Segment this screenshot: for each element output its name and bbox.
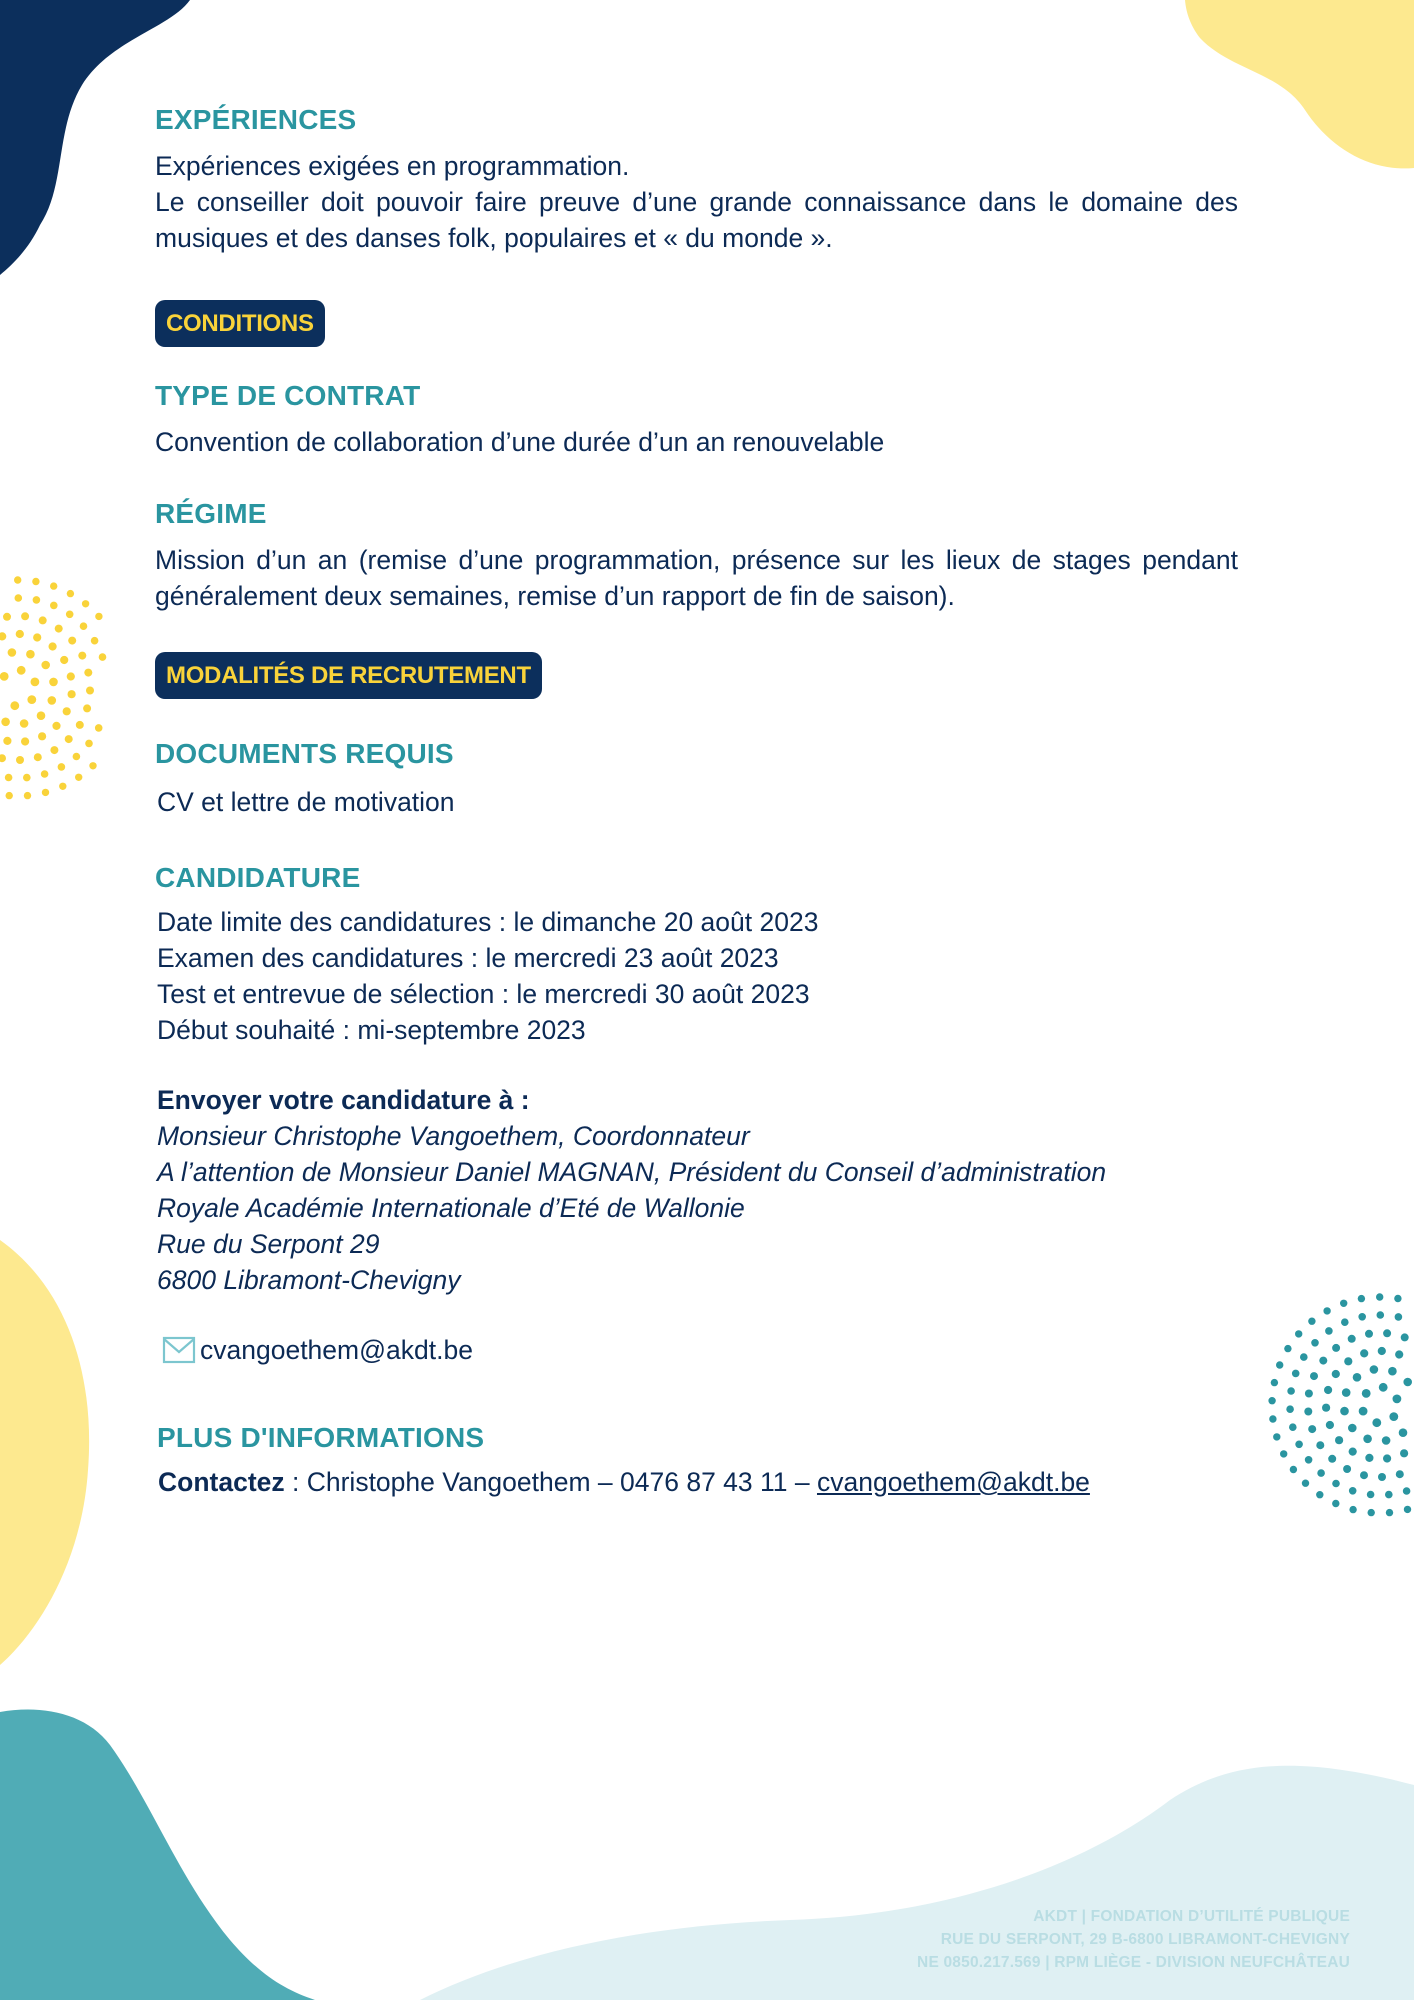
decorative-dot [23,774,31,782]
decorative-dot [63,707,71,715]
more-info-section [155,1422,1238,1500]
decorative-dot [68,690,76,698]
decorative-dot [26,650,35,659]
decorative-dot [1308,1425,1316,1433]
dates-list [155,904,1238,1048]
decorative-dot [21,737,29,745]
decorative-dot [1332,1370,1340,1378]
decorative-dot [1271,1379,1278,1386]
decorative-dot [1316,1441,1324,1449]
decorative-dot [1319,1357,1327,1365]
decorative-dot [1362,1389,1371,1398]
yellow-dot-cluster [0,576,106,799]
contract-heading: TYPE DE CONTRAT [155,380,421,411]
decorative-dot [86,687,94,695]
decorative-dot [3,613,11,621]
decorative-dot [1394,1295,1401,1302]
footer-line: AKDT | FONDATION D’UTILITÉ PUBLIQUE [1033,1908,1350,1925]
decorative-dot [48,696,57,705]
decorative-dot [1401,1333,1409,1341]
contract-text: Convention de collaboration d’une durée d’un an renouvelable [155,427,885,457]
decorative-dot [85,740,93,748]
decorative-dot [1377,1311,1385,1319]
decorative-dot [32,578,39,585]
decorative-dot [67,590,74,597]
candidature-heading: CANDIDATURE [155,862,361,893]
decorative-dot [66,611,74,619]
date-line: Début souhaité : mi-septembre 2023 [157,1015,586,1045]
decorative-dot [1317,1469,1325,1477]
contact-line [155,1464,1238,1500]
decorative-dot [1323,1307,1330,1314]
decorative-dot [1295,1441,1303,1449]
decorative-dot [41,661,50,670]
decorative-dot [1322,1404,1330,1412]
decorative-dot [58,763,66,771]
decorative-dot [27,695,36,704]
more-info-heading: PLUS D'INFORMATIONS [157,1422,485,1453]
decorative-dot [1311,1339,1319,1347]
decorative-dot [33,633,41,641]
decorative-dot [17,666,26,675]
decorative-dot [1276,1361,1283,1368]
decorative-dot [99,653,107,661]
decorative-dot [1365,1330,1373,1338]
decorative-dot [1325,1327,1333,1335]
decorative-dot [20,719,29,728]
teal-blob-bottom-left [0,1710,315,2000]
date-line: Date limite des candidatures : le dimanche 20 août 2023 [157,907,819,937]
decorative-dot [1399,1428,1408,1437]
decorative-dot [1358,1295,1365,1302]
recruitment-pill: MODALITÉS DE RECRUTEMENT [155,652,542,699]
decorative-dot [16,756,24,764]
decorative-dot [1268,1397,1275,1404]
address-line: Royale Académie Internationale d’Eté de Wallonie [157,1193,745,1223]
envelope-icon [162,1335,196,1365]
decorative-dot [1348,1335,1356,1343]
decorative-dot [5,774,13,782]
yellow-blob-left [0,1240,89,1665]
documents-heading: DOCUMENTS REQUIS [155,738,454,769]
decorative-dot [1349,1506,1356,1513]
decorative-dot [1273,1433,1280,1440]
address-line: Monsieur Christophe Vangoethem, Coordonnateur [157,1121,750,1151]
decorative-dot [1360,1349,1368,1357]
decorative-dot [75,774,82,781]
decorative-dot [1284,1345,1291,1352]
address-line: A l’attention de Monsieur Daniel MAGNAN, Président du Conseil d’administration [157,1157,1107,1187]
decorative-dot [1363,1435,1372,1444]
decorative-dot [49,642,57,650]
decorative-dot [1340,1407,1349,1416]
decorative-dot [1286,1405,1294,1413]
decorative-dot [60,656,68,664]
experiences-section [155,104,1238,256]
decorative-dot [1370,1365,1379,1374]
conditions-section [155,300,1238,347]
experiences-paragraph: Le conseiller doit pouvoir faire preuve d’une grande connaissance dans le domaine des musiques et des danses folk, populaires et « du monde ». [155,187,1238,253]
decorative-dot [1348,1424,1357,1433]
decorative-dot [1324,1386,1332,1394]
decorative-dot [1386,1509,1393,1516]
regime-heading: RÉGIME [155,498,267,529]
regime-section [155,498,1238,614]
decorative-dot [82,600,89,607]
decorative-dot [95,613,102,620]
contact-email-link[interactable]: cvangoethem@akdt.be [816,1467,1090,1497]
decorative-dot [1400,1449,1408,1457]
decorative-dot [68,637,76,645]
decorative-dot [80,622,88,630]
decorative-dot [24,792,31,799]
decorative-dot [1316,1491,1323,1498]
email-row [155,1332,1245,1368]
decorative-dot [1332,1344,1340,1352]
contract-section [155,380,1238,460]
decorative-dot [1332,1500,1339,1507]
decorative-dot [1360,1471,1368,1479]
decorative-dot [1404,1506,1411,1513]
decorative-dot [1368,1509,1375,1516]
decorative-dot [50,582,57,589]
decorative-dot [89,762,96,769]
decorative-dot [49,678,58,687]
decorative-dot [1353,1373,1362,1382]
decorative-dot [1304,1408,1312,1416]
decorative-dot [50,746,58,754]
decorative-dot [1349,1487,1357,1495]
decorative-dot [21,612,29,620]
decorative-dot [1358,1313,1366,1321]
decorative-dot [31,678,40,687]
decorative-dot [1328,1455,1336,1463]
decorative-dot [1378,1473,1386,1481]
decorative-dot [1335,1436,1343,1444]
address-line: 6800 Libramont-Chevigny [157,1265,461,1295]
decorative-dot [1310,1372,1318,1380]
decorative-dot [1292,1370,1300,1378]
decorative-dot [78,652,86,660]
documents-text: CV et lettre de motivation [157,787,455,817]
decorative-dot [1365,1454,1373,1462]
regime-text: Mission d’un an (remise d’une programmation, présence sur les lieux de stages pendant généralement deux semaines, remise d’un rapport de fin de saison). [155,545,1238,611]
conditions-pill: CONDITIONS [155,300,325,347]
decorative-dot [76,721,84,729]
decorative-dot [1341,1318,1349,1326]
decorative-dot [1295,1330,1302,1337]
decorative-dot [1389,1412,1398,1421]
decorative-dot [6,792,13,799]
decorative-dot [1395,1350,1403,1358]
candidature-section [155,862,1238,1048]
decorative-dot [91,637,99,645]
decorative-dot [1,718,10,727]
decorative-dot [0,632,6,640]
decorative-dot [50,602,58,610]
decorative-dot [1385,1491,1393,1499]
decorative-dot [10,701,19,710]
send-section [155,1082,1240,1298]
decorative-dot [1269,1415,1276,1422]
decorative-dot [1302,1480,1309,1487]
decorative-dot [1305,1456,1313,1464]
decorative-dot [33,596,41,604]
decorative-dot [39,616,47,624]
decorative-dot [1372,1418,1381,1427]
decorative-dot [1379,1383,1388,1392]
decorative-dot [1388,1367,1397,1376]
decorative-dot [1396,1470,1404,1478]
decorative-dot [1308,1318,1315,1325]
decorative-dot [1300,1353,1308,1361]
decorative-dot [73,753,81,761]
decorative-dot [0,754,6,762]
decorative-dot [1342,1388,1351,1397]
decorative-dot [52,722,60,730]
decorative-dot [1383,1329,1391,1337]
footer-line: RUE DU SERPONT, 29 B-6800 LIBRAMONT-CHEVIGNY [940,1931,1350,1948]
decorative-dot [1340,1300,1347,1307]
decorative-dot [95,724,103,732]
decorative-dot [1382,1436,1391,1445]
experiences-heading: EXPÉRIENCES [155,104,357,135]
decorative-dot [55,625,63,633]
decorative-dot [8,648,17,657]
decorative-dot [1359,1407,1368,1416]
decorative-dot [83,704,91,712]
teal-dot-cluster [1268,1293,1412,1516]
decorative-dot [1395,1313,1403,1321]
decorative-dot [1287,1387,1295,1395]
decorative-dot [1280,1450,1287,1457]
decorative-dot [3,737,11,745]
decorative-dot [41,770,49,778]
date-line: Examen des candidatures : le mercredi 23 août 2023 [157,943,779,973]
decorative-dot [16,630,24,638]
decorative-dot [1344,1357,1352,1365]
footer [917,1905,1350,1974]
address-line: Rue du Serpont 29 [157,1229,380,1259]
send-heading: Envoyer votre candidature à : [157,1085,530,1115]
decorative-dot [1383,1454,1391,1462]
decorative-dot [1349,1448,1357,1456]
decorative-dot [1393,1395,1402,1404]
decorative-dot [37,711,46,720]
decorative-dot [59,783,66,790]
decorative-dot [42,789,49,796]
experiences-line: Expériences exigées en programmation. [155,151,630,181]
email-text[interactable]: cvangoethem@akdt.be [200,1335,473,1365]
decorative-dot [1290,1466,1297,1473]
decorative-dot [0,672,9,681]
decorative-dot [1343,1465,1351,1473]
decorative-dot [84,669,92,677]
footer-line: NE 0850.217.569 | RPM LIÈGE - DIVISION NEUFCHÂTEAU [917,1954,1350,1971]
decorative-dot [1305,1390,1313,1398]
documents-section [155,738,1238,820]
decorative-dot [65,735,73,743]
decorative-dot [67,672,75,680]
recruitment-section [155,652,1238,699]
date-line: Test et entrevue de sélection : le mercredi 30 août 2023 [157,979,810,1009]
decorative-dot [34,753,42,761]
decorative-dot [14,594,22,602]
decorative-dot [1367,1491,1375,1499]
decorative-dot [1332,1480,1340,1488]
decorative-dot [1403,1378,1412,1387]
decorative-dot [1403,1487,1411,1495]
decorative-dot [1326,1421,1334,1429]
decorative-dot [1378,1347,1386,1355]
decorative-dot [1376,1293,1383,1300]
contact-label: Contactez [158,1467,285,1497]
decorative-dot [14,576,21,583]
decorative-dot [1289,1423,1297,1431]
contact-text: : Christophe Vangoethem – 0476 87 43 11 – [284,1467,817,1497]
decorative-dot [38,732,46,740]
